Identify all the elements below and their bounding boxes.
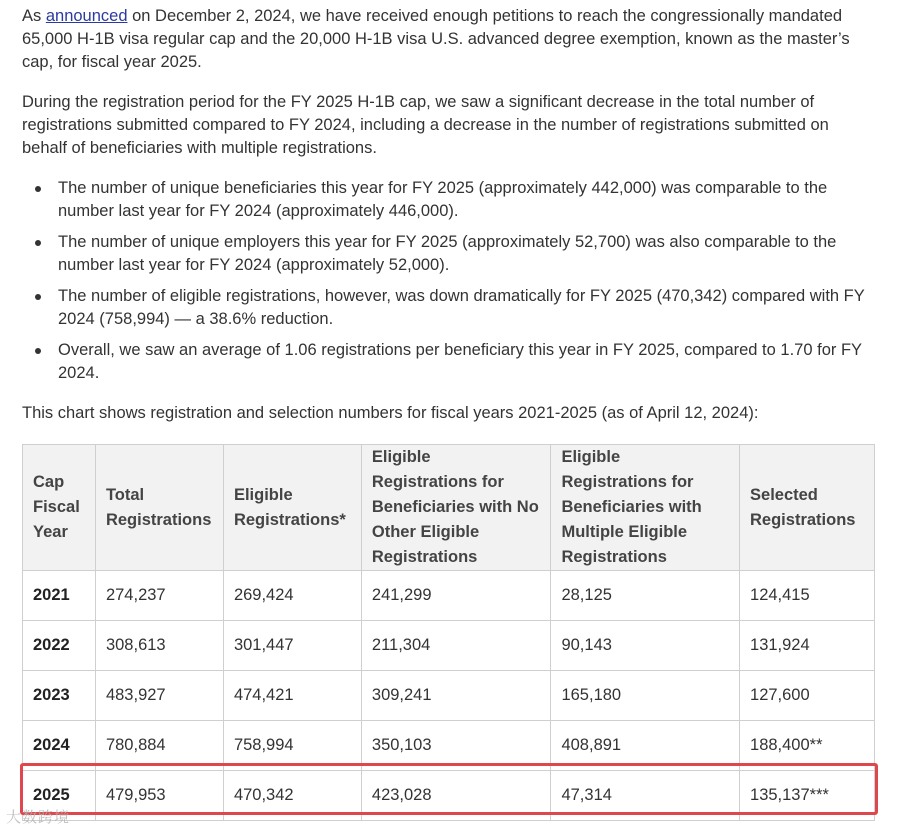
cell-selected: 124,415 [740,571,875,621]
stats-bullet-list [22,177,872,393]
cell-no-other: 241,299 [361,571,551,621]
cell-selected: 131,924 [740,621,875,671]
cell-no-other: 350,103 [361,721,551,771]
header-selected-registrations: Selected Registrations [740,445,875,571]
table-header-row [23,445,875,571]
cell-no-other: 211,304 [361,621,551,671]
header-cap-fiscal-year: Cap Fiscal Year [23,445,96,571]
cell-no-other: 423,028 [361,771,551,821]
cell-eligible: 474,421 [223,671,361,721]
table-row [23,721,875,771]
cell-year: 2021 [23,571,96,621]
cell-no-other: 309,241 [361,671,551,721]
cell-year: 2022 [23,621,96,671]
table-row-highlighted [23,771,875,821]
bullet-dot-icon [35,348,41,354]
table-row [23,571,875,621]
header-total-registrations: Total Registrations [95,445,223,571]
registration-table [22,444,875,821]
bullet-dot-icon [35,294,41,300]
bullet-item: The number of unique employers this year for FY 2025 (approximately 52,700) was also comparable to the number last year for FY 2024 (approximately 52,000). [22,231,872,277]
cell-eligible: 301,447 [223,621,361,671]
cell-total: 308,613 [95,621,223,671]
cell-total: 483,927 [95,671,223,721]
cell-multiple: 165,180 [551,671,740,721]
cell-eligible: 470,342 [223,771,361,821]
intro-prefix: As [22,7,46,25]
table-row [23,671,875,721]
bullet-dot-icon [35,240,41,246]
intro-suffix: on December 2, 2024, we have received enough petitions to reach the congressionally mandated 65,000 H-1B visa regular cap and the 20,000 H-1B visa U.S. advanced degree exemption, known as the master’s cap, for fiscal year 2025. [22,7,850,71]
table-row [23,621,875,671]
watermark: 大数跨境 [6,808,71,826]
cell-eligible: 269,424 [223,571,361,621]
cell-multiple: 408,891 [551,721,740,771]
cell-year: 2024 [23,721,96,771]
cell-selected: 135,137*** [740,771,875,821]
cell-total: 274,237 [95,571,223,621]
header-eligible-registrations: Eligible Registrations* [223,445,361,571]
intro-paragraph [22,5,872,74]
summary-paragraph: During the registration period for the FY 2025 H-1B cap, we saw a significant decrease in the total number of registrations submitted compared to FY 2024, including a decrease in the number of registrations submitted on behalf of beneficiaries with multiple registrations. [22,93,829,157]
cell-multiple: 28,125 [551,571,740,621]
bullet-item: The number of unique beneficiaries this year for FY 2025 (approximately 442,000) was comparable to the number last year for FY 2024 (approximately 446,000). [22,177,872,223]
cell-selected: 127,600 [740,671,875,721]
header-no-other-eligible: Eligible Registrations for Beneficiaries with No Other Eligible Registrations [361,445,551,571]
announced-link[interactable]: announced [45,7,128,25]
chart-intro-text: This chart shows registration and selection numbers for fiscal years 2021-2025 (as of April 12, 2024): [22,404,759,422]
bullet-dot-icon [35,186,41,192]
cell-eligible: 758,994 [223,721,361,771]
cell-multiple: 47,314 [551,771,740,821]
cell-year: 2025 [23,771,96,821]
cell-selected: 188,400** [740,721,875,771]
bullet-item: The number of eligible registrations, however, was down dramatically for FY 2025 (470,342) compared with FY 2024 (758,994) — a 38.6% reduction. [22,285,872,331]
cell-total: 479,953 [95,771,223,821]
cell-multiple: 90,143 [551,621,740,671]
header-multiple-eligible: Eligible Registrations for Beneficiaries with Multiple Eligible Registrations [551,445,740,571]
cell-total: 780,884 [95,721,223,771]
bullet-item: Overall, we saw an average of 1.06 registrations per beneficiary this year in FY 2025, compared to 1.70 for FY 2024. [22,339,872,385]
cell-year: 2023 [23,671,96,721]
